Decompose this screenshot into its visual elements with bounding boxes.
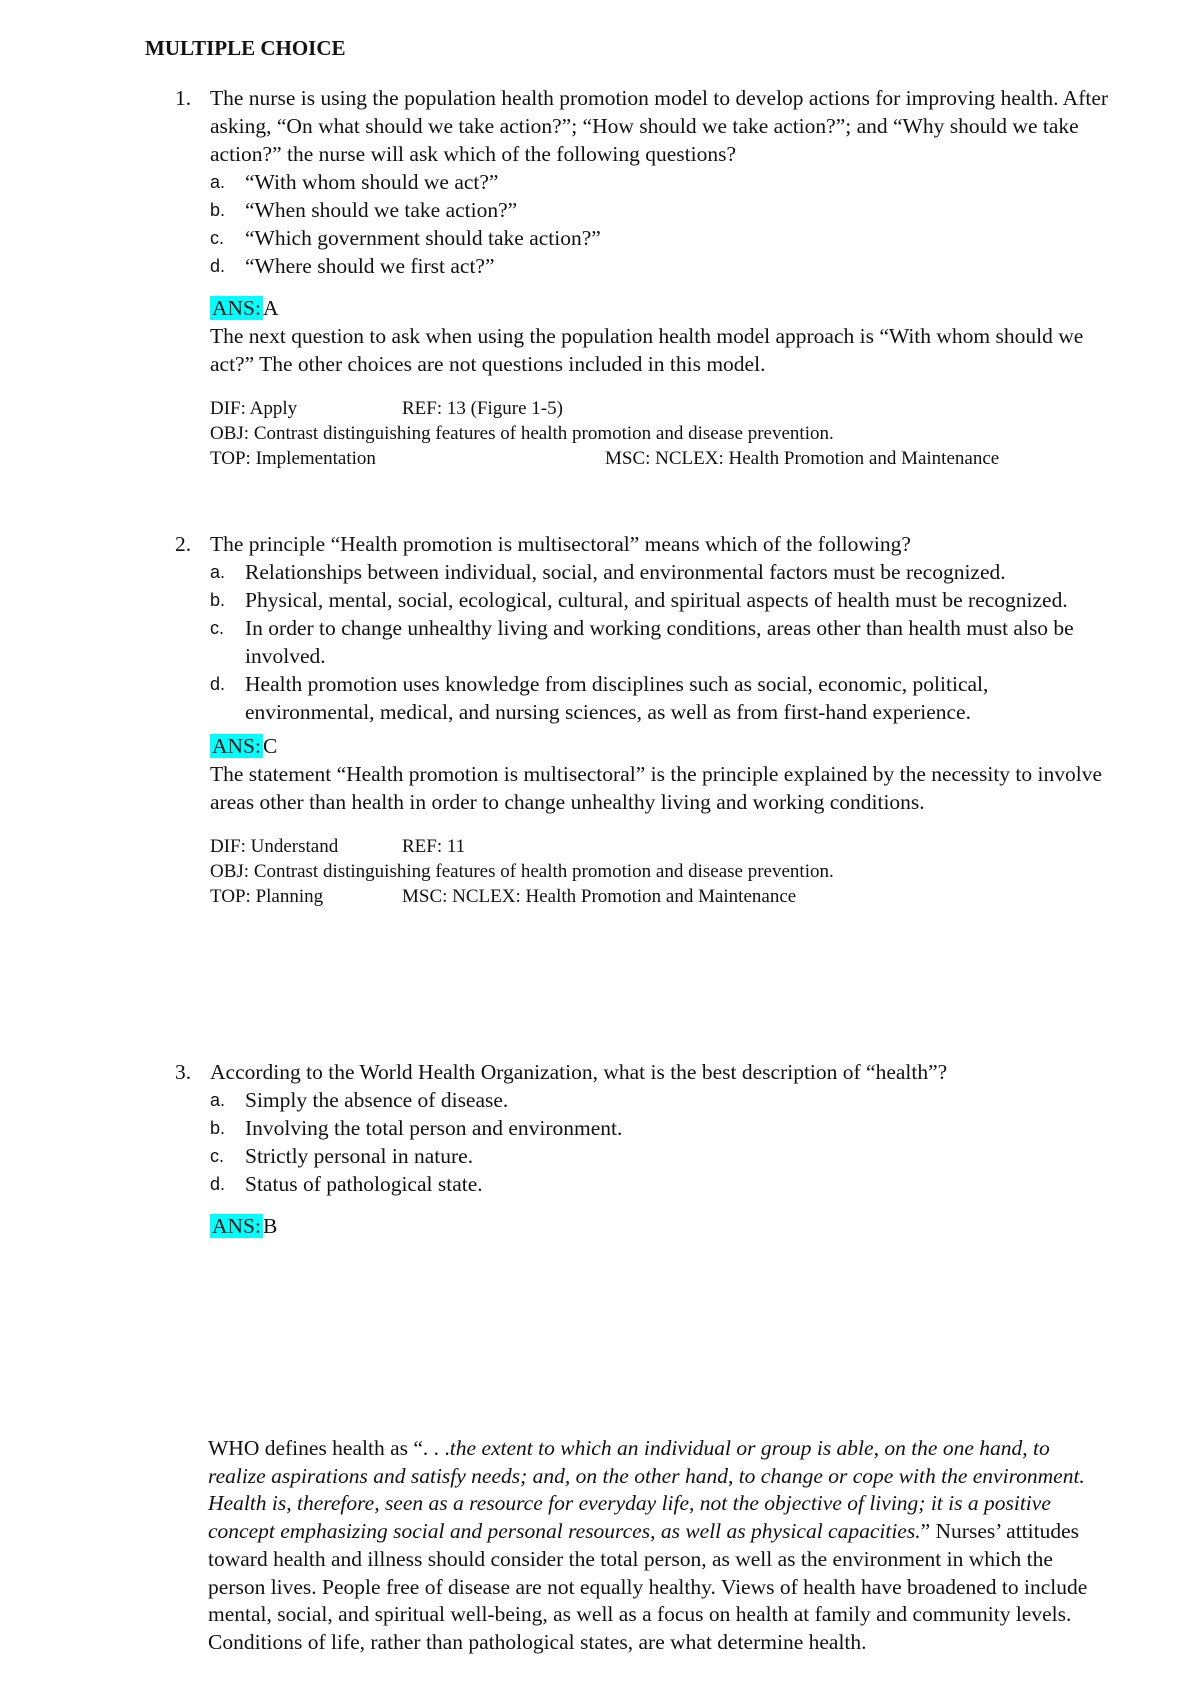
options-list (175, 558, 1115, 726)
objective: OBJ: Contrast distinguishing features of health promotion and disease prevention. (210, 423, 834, 444)
answer-label: ANS: (212, 1214, 261, 1238)
answer-label: ANS: (212, 296, 261, 320)
option-text: Health promotion uses knowledge from disciplines such as social, economic, political, environmental, medical, and nursing sciences, as well as from first-hand experience. (245, 672, 989, 724)
objective: OBJ: Contrast distinguishing features of health promotion and disease prevention. (210, 861, 834, 882)
option-d (175, 670, 1115, 726)
option-text: “When should we take action?” (245, 198, 518, 222)
option-text: Physical, mental, social, ecological, cultural, and spiritual aspects of health must be recognized. (245, 588, 1068, 612)
answer-value: B (262, 1214, 278, 1238)
option-text: Simply the absence of disease. (245, 1088, 509, 1112)
option-text: Strictly personal in nature. (245, 1144, 474, 1168)
reference: REF: 11 (402, 836, 466, 857)
option-text: In order to change unhealthy living and working conditions, areas other than health must also be involved. (245, 616, 1074, 668)
option-a (175, 1086, 1115, 1114)
reference: REF: 13 (Figure 1-5) (402, 398, 563, 419)
question-stem (175, 530, 1115, 558)
option-letter: a. (210, 562, 226, 582)
section-heading: MULTIPLE CHOICE (145, 36, 346, 60)
option-b (175, 196, 1115, 224)
answer-value: A (262, 296, 279, 320)
question-3 (175, 1058, 1115, 1240)
option-text: Involving the total person and environment. (245, 1116, 623, 1140)
question-2 (175, 530, 1115, 909)
option-c (175, 1142, 1115, 1170)
answer-value: C (262, 734, 278, 758)
option-letter: b. (210, 590, 226, 610)
question-text: The nurse is using the population health promotion model to develop actions for improving health. After asking, “On what should we take action?”; “How should we take action?”; and “Why should we take action?” the nurse will ask which of the following questions? (210, 86, 1109, 166)
option-text: “Where should we first act?” (245, 254, 495, 278)
difficulty: DIF: Understand (210, 836, 339, 857)
question-stem (175, 84, 1115, 168)
question-number: 2. (175, 532, 192, 556)
answer-line (210, 732, 1115, 760)
option-d (175, 1170, 1115, 1198)
option-c (175, 224, 1115, 252)
msc: MSC: NCLEX: Health Promotion and Maintenance (605, 448, 1000, 469)
option-letter: d. (210, 256, 226, 276)
options-list (175, 1086, 1115, 1198)
option-a (175, 168, 1115, 196)
question-text: According to the World Health Organization, what is the best description of “health”? (210, 1060, 948, 1084)
msc: MSC: NCLEX: Health Promotion and Maintenance (402, 886, 797, 907)
question-number: 1. (175, 86, 192, 110)
question-number: 3. (175, 1060, 192, 1084)
option-text: Status of pathological state. (245, 1172, 483, 1196)
option-letter: c. (210, 618, 225, 638)
option-letter: c. (210, 228, 225, 248)
who-rationale (208, 1435, 1088, 1657)
option-d (175, 252, 1115, 280)
option-letter: a. (210, 1090, 226, 1110)
answer-label: ANS: (212, 734, 261, 758)
difficulty: DIF: Apply (210, 398, 298, 419)
option-text: Relationships between individual, social, and environmental factors must be recognized. (245, 560, 1006, 584)
topic: TOP: Planning (210, 886, 324, 907)
option-text: “With whom should we act?” (245, 170, 499, 194)
answer-line (210, 1212, 1115, 1240)
rationale: The statement “Health promotion is multisectoral” is the principle explained by the necessity to involve areas other than health in order to change unhealthy living and working conditions. (210, 762, 1103, 814)
option-letter: b. (210, 1118, 226, 1138)
option-letter: c. (210, 1146, 225, 1166)
answer-line (210, 294, 1115, 322)
option-a (175, 558, 1115, 586)
question-metadata (210, 834, 1110, 909)
options-list (175, 168, 1115, 280)
option-letter: b. (210, 200, 226, 220)
question-metadata (210, 396, 1110, 471)
option-text: “Which government should take action?” (245, 226, 601, 250)
option-letter: d. (210, 674, 226, 694)
who-tail: ” Nurses’ attitudes toward health and illness should consider the total person, as well as the environment in which the person lives. People free of disease are not equally healthy. Views of health have broadened to include mental, social, and spiritual well-being, as well as a focus on health at family and community levels. Conditions of life, rather than pathological states, are what determine health. (208, 1519, 1088, 1654)
option-letter: d. (210, 1174, 226, 1194)
option-b (175, 1114, 1115, 1142)
topic: TOP: Implementation (210, 448, 376, 469)
who-quote: the extent to which an individual or group is able, on the one hand, to realize aspirations and satisfy needs; and, on the other hand, to change or cope with the environment. Health is, therefore, seen as a resource for everyday life, not the objective of living; it is a positive concept emphasizing social and personal resources, as well as physical capacities. (208, 1436, 1085, 1544)
question-stem (175, 1058, 1115, 1086)
question-text: The principle “Health promotion is multisectoral” means which of the following? (210, 532, 911, 556)
rationale: The next question to ask when using the population health model approach is “With whom should we act?” The other choices are not questions included in this model. (210, 324, 1084, 376)
option-c (175, 614, 1115, 670)
option-b (175, 586, 1115, 614)
option-letter: a. (210, 172, 226, 192)
question-1 (175, 84, 1115, 471)
who-lead: WHO defines health as “. . . (208, 1436, 450, 1460)
